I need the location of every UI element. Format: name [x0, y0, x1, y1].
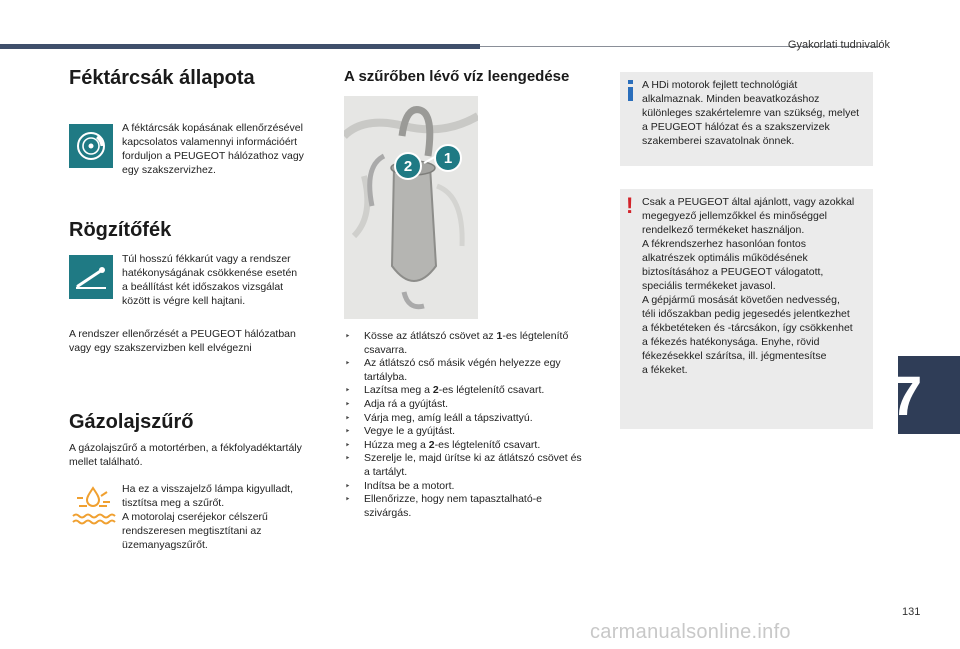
bullet-arrow-icon: ‣: [345, 453, 351, 464]
bullet-arrow-icon: ‣: [345, 331, 351, 341]
section-title: Gyakorlati tudnivalók: [787, 39, 890, 51]
watermark: carmanualsonline.info: [590, 621, 791, 643]
parking-brake-note: A rendszer ellenőrzését a PEUGEOT hálózatban vagy egy szakszervizben kell elvégezni: [69, 328, 296, 354]
drain-steps-list: [344, 330, 594, 520]
drain-step: ‣ Adja rá a gyújtást.: [345, 397, 449, 410]
brake-disc-icon: [69, 124, 113, 168]
info-text: A HDi motorok fejlett technológiát alkalmaznak. Minden beavatkozáshoz különleges szakértelemre van szükség, melyet a PEUGEOT hálózat és a szakszervizek szakemberei szavatolnak önnek.: [642, 79, 860, 147]
page-number: 131: [902, 606, 921, 618]
parking-brake-lever-icon: [69, 255, 113, 299]
drain-step: ‣ Az átlátszó cső másik végén helyezze egy tartályba.: [345, 357, 561, 383]
info-icon: [626, 80, 636, 107]
bullet-arrow-icon: ‣: [345, 439, 351, 450]
fuel-filter-photo: [344, 96, 478, 319]
bullet-arrow-icon: ‣: [345, 494, 351, 505]
callout-2: 2: [394, 152, 422, 180]
info-box: [620, 72, 873, 166]
drain-step: ‣ Ellenőrizze, hogy nem tapasztalható-e szivárgás.: [345, 493, 543, 519]
parking-brake-heading: Rögzítőfék: [69, 219, 172, 241]
drain-step: ‣ Lazítsa meg a 2-es légtelenítő csavart.: [345, 384, 545, 397]
bullet-arrow-icon: ‣: [345, 385, 351, 396]
warning-box: [620, 189, 873, 429]
warning-text: Csak a PEUGEOT által ajánlott, vagy azokkal megegyező jellemzőkkel és minőséggel rendelkező termékeket használjon. A fékrendszerhez hasonlóan fontos alkatrészek optimális működésének biztosításához a PEUGEOT válogatott, speciális termékeket javasol. A gépjármű mosását követően nedvesség, téli időszakban pedig jegesedés jelentkezhet a fékbetéteken és -tárcsákon, így csökkenhet a fékezés hatékonysága. Enyhe, rövid fékezésekkel szárítsa, ill. jégmentesítse a fékeket.: [642, 196, 855, 376]
drain-step: ‣ Szerelje le, majd ürítse ki az átlátszó csövet és a tartályt.: [345, 452, 582, 478]
drain-step: ‣ Indítsa be a motort.: [345, 479, 455, 492]
drain-step: ‣ Kösse az átlátszó csövet az 1-es légtelenítő csavarra.: [345, 330, 569, 356]
parking-brake-text: Túl hosszú fékkarút vagy a rendszer hatékonyságának csökkenése esetén a beállítást két időszakos vizsgálat között is végre kell hajtani.: [122, 253, 298, 307]
warning-icon: !: [626, 193, 634, 218]
water-in-diesel-warning-icon: [71, 484, 117, 528]
bullet-arrow-icon: ‣: [345, 480, 351, 491]
bullet-arrow-icon: ‣: [345, 412, 351, 423]
callout-1: 1: [434, 144, 462, 172]
fuel-filter-heading: Gázolajszűrő: [69, 411, 194, 433]
drain-step: ‣ Vegye le a gyújtást.: [345, 425, 456, 438]
water-drain-heading: A szűrőben lévő víz leengedése: [344, 68, 570, 85]
chapter-number: 7: [891, 364, 923, 427]
fuel-filter-text: Ha ez a visszajelző lámpa kigyulladt, tisztítsa meg a szűrőt. A motorolaj cseréjekor célszerű rendszeresen megtisztítani az üzemanyagszűrőt.: [122, 483, 293, 551]
bullet-arrow-icon: ‣: [345, 358, 351, 369]
fuel-filter-intro: A gázolajszűrő a motortérben, a fékfolyadéktartály mellet található.: [69, 442, 302, 468]
header-bar: [0, 44, 480, 49]
drain-step: ‣ Várja meg, amíg leáll a tápszivattyú.: [345, 411, 533, 424]
drain-step: ‣ Húzza meg a 2-es légtelenítő csavart.: [345, 438, 541, 451]
bullet-arrow-icon: ‣: [345, 398, 351, 409]
brake-discs-text: A féktárcsák kopásának ellenőrzésével kapcsolatos valamennyi információért forduljon a PEUGEOT hálózathoz vagy egy szakszervizhez.: [122, 122, 304, 176]
bullet-arrow-icon: ‣: [345, 426, 351, 437]
brake-discs-heading: Féktárcsák állapota: [69, 67, 255, 89]
